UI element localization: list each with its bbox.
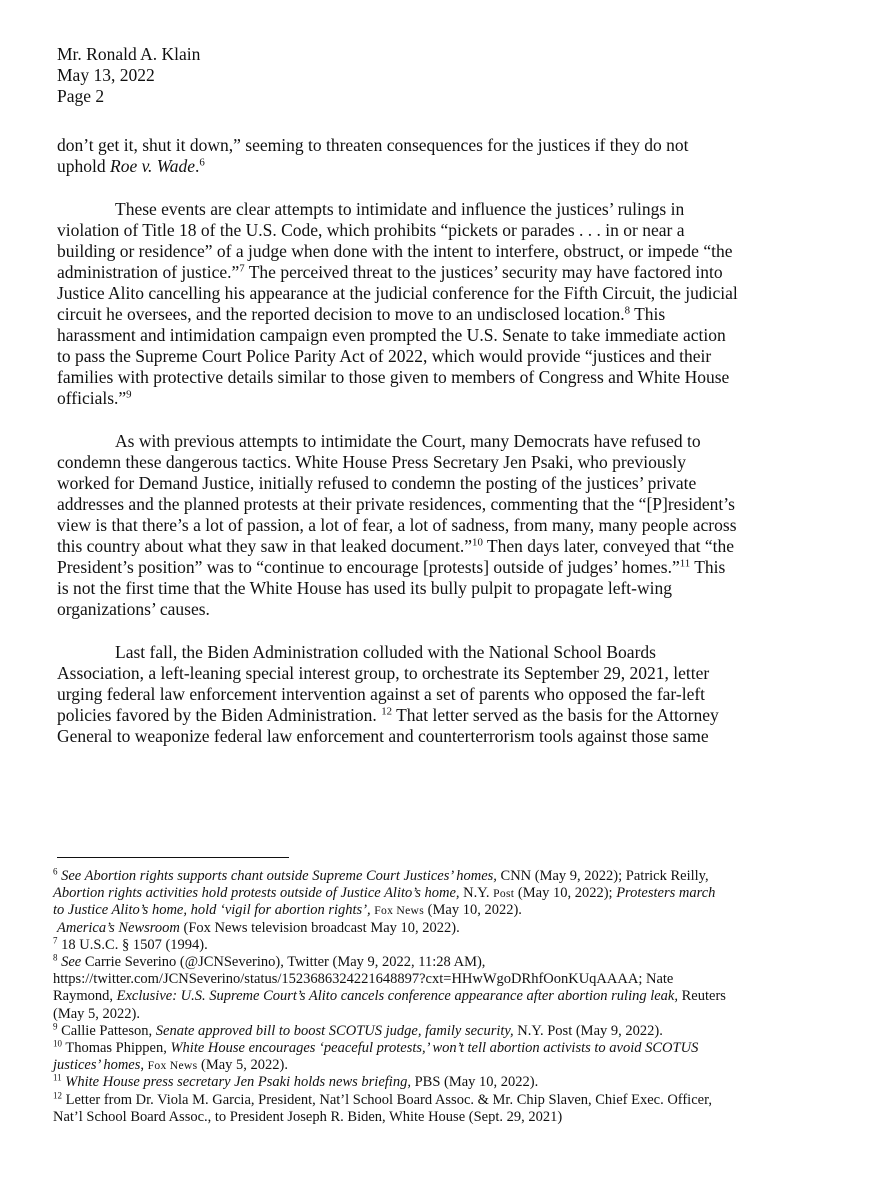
footnote-number: 12 xyxy=(53,1090,62,1101)
text-line: Justice Alito cancelling his appearance at the judicial conference for the Fifth Circuit, the judicial xyxy=(57,283,738,303)
text-run: Reuters xyxy=(678,988,726,1005)
citation-title: America’s Newsroom xyxy=(57,919,180,936)
text-run: (May 5, 2022). xyxy=(197,1057,289,1074)
text-run: policies favored by the Biden Administration. xyxy=(57,705,382,725)
text-line xyxy=(53,988,833,1005)
text-line: worked for Demand Justice, initially refused to condemn the posting of the justices’ private xyxy=(57,473,697,493)
text-line xyxy=(53,902,833,919)
citation-title: Exclusive: U.S. Supreme Court’s Alito cancels conference appearance after abortion ruling leak, xyxy=(116,988,678,1005)
footnote-number: 6 xyxy=(53,866,58,877)
text-run: That letter served as the basis for the Attorney xyxy=(392,705,719,725)
text-line: (May 5, 2022). xyxy=(53,1005,140,1022)
page-number: Page 2 xyxy=(57,86,105,106)
signal-see: See xyxy=(61,954,82,971)
text-line: These events are clear attempts to intimidate and influence the justices’ rulings in xyxy=(115,199,685,219)
text-line: condemn these dangerous tactics. White House Press Secretary Jen Psaki, who previously xyxy=(57,452,687,472)
text-line xyxy=(53,1057,833,1074)
text-line: General to weaponize federal law enforcement and counterterrorism tools against those same xyxy=(57,726,709,746)
footnotes xyxy=(53,868,833,1126)
text-run: , xyxy=(140,1057,148,1074)
text-line xyxy=(53,885,833,902)
text-line: violation of Title 18 of the U.S. Code, which prohibits “pickets or parades . . . in or near a xyxy=(57,220,685,240)
text-line xyxy=(53,1074,833,1091)
citation-title: Senate approved bill to boost SCOTUS judge, family security, xyxy=(155,1022,514,1039)
text-line xyxy=(57,388,827,409)
footnote-ref: 9 xyxy=(126,388,132,401)
letter-header xyxy=(57,44,200,107)
text-line xyxy=(53,937,833,954)
text-run: (May 10, 2022). xyxy=(424,902,522,919)
case-name: Roe v. Wade xyxy=(110,156,196,176)
text-line: families with protective details similar to those given to members of Congress and White House xyxy=(57,367,730,387)
text-run: Then days later, conveyed that “the xyxy=(482,536,735,556)
text-run: Carrie Severino (@JCNSeverino), Twitter (May 9, 2022, 11:28 AM), xyxy=(81,954,486,971)
citation-title: justices’ homes xyxy=(53,1057,141,1074)
publication-name: Fox News xyxy=(147,1059,198,1073)
text-run: officials.” xyxy=(57,388,127,408)
footnote-number: 8 xyxy=(53,952,58,963)
footnote-11 xyxy=(53,1074,833,1091)
text-run: (Fox News television broadcast May 10, 2022). xyxy=(179,919,460,936)
citation-title: Protesters march xyxy=(616,885,716,902)
text-run: Raymond, xyxy=(53,988,117,1005)
text-run: This xyxy=(690,557,726,577)
text-line: building or residence” of a judge when done with the intent to interfere, obstruct, or impede “the xyxy=(57,241,733,261)
paragraph-continuation xyxy=(57,135,827,177)
recipient-name: Mr. Ronald A. Klain xyxy=(57,44,201,64)
text-line: don’t get it, shut it down,” seeming to threaten consequences for the justices if they do not xyxy=(57,135,689,155)
footnote-number: 10 xyxy=(53,1038,62,1049)
paragraph-intimidation xyxy=(57,199,827,409)
text-line xyxy=(53,1092,833,1109)
text-run: . xyxy=(195,156,200,176)
text-line: to pass the Supreme Court Police Parity Act of 2022, which would provide “justices and their xyxy=(57,346,712,366)
citation-title: See Abortion rights supports chant outside Supreme Court Justices’ homes, xyxy=(61,868,497,884)
letter-body xyxy=(57,135,827,769)
text-line: Nat’l School Board Assoc., to President Joseph R. Biden, White House (Sept. 29, 2021) xyxy=(53,1108,563,1125)
paragraph-democrats xyxy=(57,431,827,620)
paragraph-school-boards xyxy=(57,642,827,747)
text-run: The perceived threat to the justices’ security may have factored into xyxy=(244,262,723,282)
footnote-number: 7 xyxy=(53,935,58,946)
publication-name: Post xyxy=(493,887,515,901)
text-run: Letter from Dr. Viola M. Garcia, President, Nat’l School Board Assoc. & Mr. Chip Slaven, Chief Exec. Officer, xyxy=(61,1091,712,1108)
text-line: view is that there’s a lot of passion, a lot of fear, a lot of sadness, from many, many people across xyxy=(57,515,737,535)
text-line xyxy=(57,262,827,283)
footnote-number: 11 xyxy=(53,1073,62,1084)
text-line xyxy=(57,304,827,325)
footnote-9 xyxy=(53,1023,833,1040)
text-run: circuit he oversees, and the reported decision to move to an undisclosed location. xyxy=(57,304,625,324)
footnote-ref: 7 xyxy=(239,262,245,275)
text-line xyxy=(53,1040,833,1057)
citation-title: White House encourages ‘peaceful protests,’ won’t tell abortion activists to avoid SCOTUS xyxy=(170,1040,699,1057)
text-run: This xyxy=(630,304,666,324)
text-run: CNN (May 9, 2022); Patrick Reilly, xyxy=(496,868,709,884)
text-run: N.Y. xyxy=(459,885,494,902)
text-run: PBS (May 10, 2022). xyxy=(410,1074,539,1091)
text-line xyxy=(53,954,833,971)
text-line: Last fall, the Biden Administration colluded with the National School Boards xyxy=(115,642,656,662)
text-run: N.Y. Post (May 9, 2022). xyxy=(513,1022,663,1039)
text-line: is not the first time that the White House has used its bully pulpit to propagate left-wing xyxy=(57,578,672,598)
footnote-number: 9 xyxy=(53,1021,58,1032)
text-run: administration of justice.” xyxy=(57,262,240,282)
text-run: President’s position” was to “continue to encourage [protests] outside of judges’ homes.” xyxy=(57,557,680,577)
footnote-6 xyxy=(53,868,833,937)
text-run: Thomas Phippen, xyxy=(61,1040,171,1057)
text-line: organizations’ causes. xyxy=(57,599,210,619)
publication-name: Fox News xyxy=(374,904,425,918)
text-line xyxy=(53,920,833,937)
footnote-12 xyxy=(53,1092,833,1126)
text-run: 18 U.S.C. § 1507 (1994). xyxy=(57,936,208,953)
footnote-8 xyxy=(53,954,833,1023)
text-line xyxy=(57,705,827,726)
footnote-ref: 10 xyxy=(472,536,483,549)
text-line: As with previous attempts to intimidate the Court, many Democrats have refused to xyxy=(115,431,701,451)
text-line xyxy=(53,1023,833,1040)
citation-title: to Justice Alito’s home, hold ‘vigil for abortion rights’, xyxy=(53,902,371,919)
footnote-10 xyxy=(53,1040,833,1074)
footnote-ref: 12 xyxy=(381,705,393,718)
text-line xyxy=(53,868,833,885)
footnote-divider xyxy=(57,857,289,858)
footnote-ref: 6 xyxy=(199,156,205,169)
text-run: Callie Patteson, xyxy=(57,1022,156,1039)
text-line: urging federal law enforcement intervention against a set of parents who opposed the far-left xyxy=(57,684,706,704)
text-run: (May 10, 2022); xyxy=(514,885,617,902)
text-line xyxy=(57,156,827,177)
tweet-url: https://twitter.com/JCNSeverino/status/1523686324221648897?cxt=HHwWgoDRhfOonKUqAAAA; Nate xyxy=(53,971,674,988)
footnote-ref: 11 xyxy=(679,557,691,570)
text-run: this country about what they saw in that leaked document.” xyxy=(57,536,473,556)
citation-title: Abortion rights activities hold protests outside of Justice Alito’s home, xyxy=(53,885,460,902)
text-line xyxy=(57,557,827,578)
footnote-ref: 8 xyxy=(624,304,631,317)
text-line: Association, a left-leaning special interest group, to orchestrate its September 29, 2021, letter xyxy=(57,663,710,683)
letter-date: May 13, 2022 xyxy=(57,65,155,85)
text-line xyxy=(57,536,827,557)
text-line: harassment and intimidation campaign even prompted the U.S. Senate to take immediate action xyxy=(57,325,726,345)
citation-title: White House press secretary Jen Psaki holds news briefing, xyxy=(65,1074,411,1091)
text-run: uphold xyxy=(57,156,110,176)
text-line: addresses and the planned protests at their private residences, commenting that the “[P]resident’s xyxy=(57,494,735,514)
footnote-7 xyxy=(53,937,833,954)
